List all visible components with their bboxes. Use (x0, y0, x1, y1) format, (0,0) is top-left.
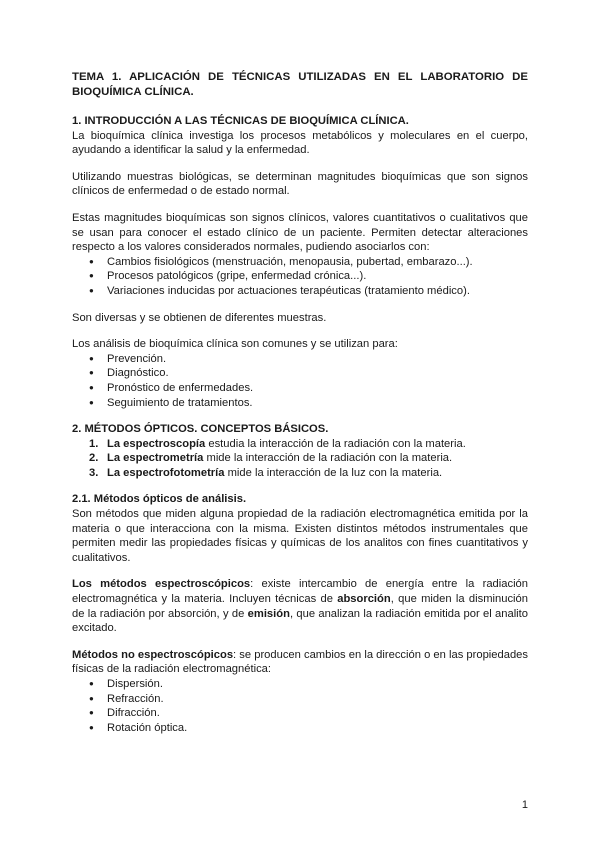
list-item: 3. La espectrofotometría mide la interacción de la luz con la materia. (89, 466, 443, 479)
section-1-paragraph-4: Son diversas y se obtienen de diferentes muestras. (72, 311, 327, 324)
term: La espectroscopía (107, 437, 206, 450)
non-spectroscopic-list (72, 677, 528, 735)
section-1-heading: 1. INTRODUCCIÓN A LAS TÉCNICAS DE BIOQUÍMICA CLÍNICA. (72, 115, 409, 127)
section-2-1-heading: 2.1. Métodos ópticos de análisis. (72, 493, 247, 506)
non-spectroscopic-methods-paragraph: Métodos no espectroscópicos: se producen cambios en la dirección o en las propiedades físicas de la radiación electromagnética: (72, 648, 528, 676)
list-item: ● Seguimiento de tratamientos. (72, 396, 528, 411)
page-number: 1 (521, 799, 528, 811)
section-1-paragraph-1: La bioquímica clínica investiga los procesos metabólicos y moleculares en el cuerpo, ayudando a identificar la salud y la enfermedad. (72, 129, 528, 157)
associations-list (72, 255, 528, 299)
spectroscopic-methods-paragraph: Los métodos espectroscópicos: existe intercambio de energía entre la radiación electromagnética y la materia. Incluyen técnicas de absorción, que miden la disminución de la radiación por absorción, y de emisión, que analizan la radiación emitida por el analito excitado. (72, 578, 529, 635)
list-item: ● Rotación óptica. (72, 721, 528, 736)
page-content (72, 70, 528, 735)
list-item: ● Refracción. (72, 692, 528, 707)
section-2-1-paragraph-1: Son métodos que miden alguna propiedad de la radiación electromagnética emitida por la materia o que interacciona con la misma. Existen distintos métodos instrumentales que permiten medir las propiedades físicas y químicas de los analitos con fines cuantitativos y cualitativos. (72, 508, 528, 564)
optical-methods-list (72, 437, 528, 481)
uses-list (72, 352, 528, 410)
list-item: ● Variaciones inducidas por actuaciones terapéuticas (tratamiento médico). (72, 284, 528, 299)
list-item: ● Procesos patológicos (gripe, enfermedad crónica...). (72, 269, 528, 284)
list-item: ● Cambios fisiológicos (menstruación, menopausia, pubertad, embarazo...). (72, 255, 528, 270)
list-item: ● Difracción. (72, 706, 528, 721)
list-item: 2. La espectrometría mide la interacción de la radiación con la materia. (89, 452, 453, 465)
section-1-paragraph-2: Utilizando muestras biológicas, se determinan magnitudes bioquímicas que son signos clínicos de enfermedad o de estado normal. (72, 170, 528, 198)
term: La espectrofotometría (107, 466, 225, 479)
list-item: ● Dispersión. (72, 677, 528, 692)
document-title: TEMA 1. APLICACIÓN DE TÉCNICAS UTILIZADAS EN EL LABORATORIO DE BIOQUÍMICA CLÍNICA. (72, 71, 528, 98)
list-item: ● Prevención. (72, 352, 528, 367)
section-2-heading: 2. MÉTODOS ÓPTICOS. CONCEPTOS BÁSICOS. (72, 423, 329, 436)
list-item: ● Pronóstico de enfermedades. (72, 381, 528, 396)
term: La espectrometría (107, 452, 204, 465)
list-item: ● Diagnóstico. (72, 366, 528, 381)
section-1-paragraph-3: Estas magnitudes bioquímicas son signos clínicos, valores cuantitativos o cualitativos que se usan para conocer el estado clínico de un paciente. Permiten detectar alteraciones respecto a los valores considerados normales, pudiendo asociarlos con: (72, 211, 528, 254)
section-1-paragraph-5: Los análisis de bioquímica clínica son comunes y se utilizan para: (72, 338, 398, 351)
list-item: 1. La espectroscopía estudia la interacción de la radiación con la materia. (89, 437, 466, 450)
